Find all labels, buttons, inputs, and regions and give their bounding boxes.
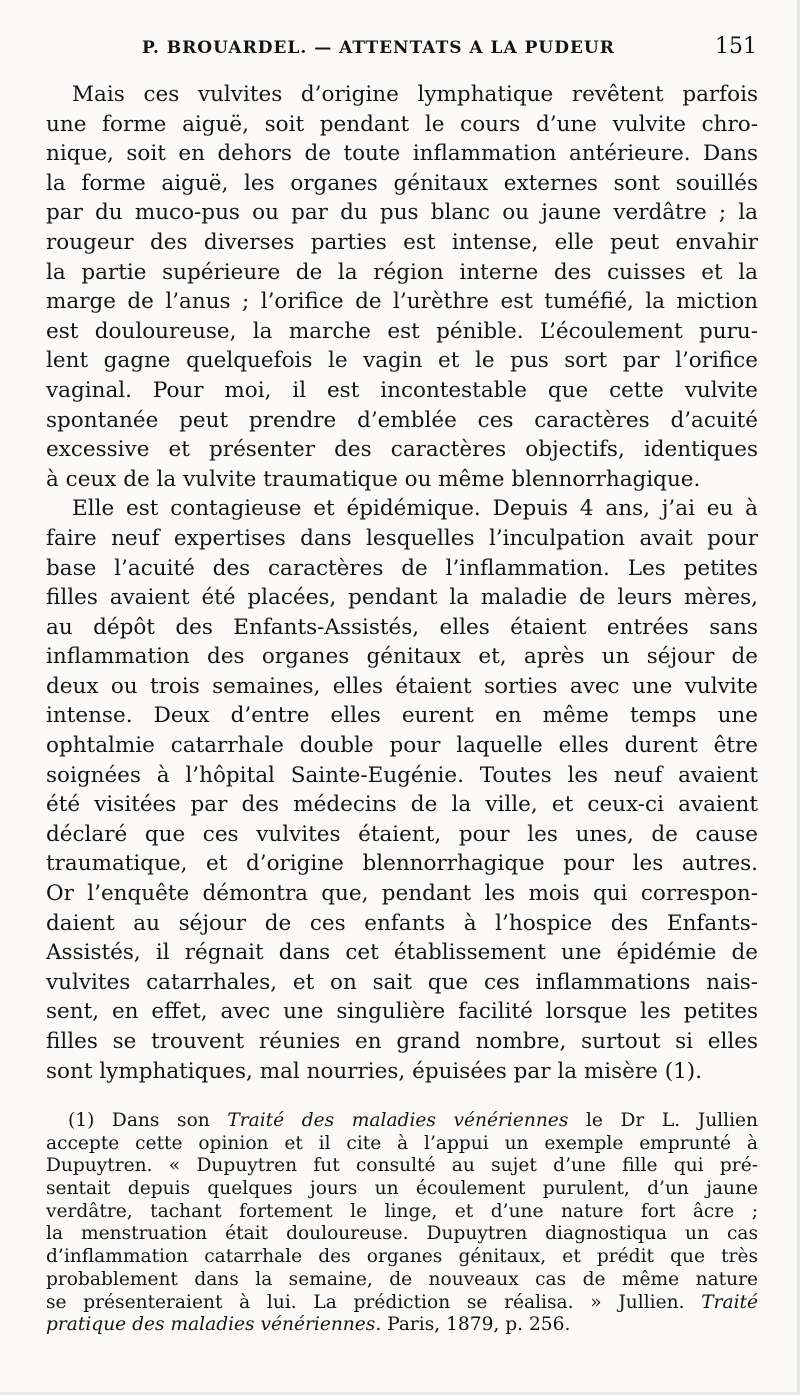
text-line: la partie supérieure de la région interne des cuisses et la	[46, 259, 758, 285]
text-line: sont lymphatiques, mal nourries, épuisées par la misère (1).	[46, 1058, 703, 1084]
text-line: marge de l’anus ; l’orifice de l’urèthre est tuméfié, la miction	[46, 289, 758, 315]
footnote	[46, 1110, 758, 1337]
footnote-line	[46, 1292, 758, 1315]
text-line: inflammation des organes génitaux et, après un séjour de	[46, 644, 758, 670]
footnote-book-title: Traité	[701, 1291, 758, 1313]
text-line: sent, en effet, avec une singulière facilité lorsque les petites	[46, 999, 758, 1025]
text-line: traumatique, et d’origine blennorrhagique pour les autres.	[46, 851, 758, 877]
footnote-text: le Dr L. Jullien	[568, 1110, 758, 1131]
footnote-line: Dupuytren. « Dupuytren fut consulté au sujet d’une fille qui pré-	[46, 1155, 758, 1177]
footnote-line: verdâtre, tachant fortement le linge, et d’une nature fort âcre ;	[46, 1200, 758, 1222]
text-line: vulvites catarrhales, et on sait que ces inflammations nais-	[46, 969, 758, 995]
footnote-line: d’inflammation catarrhale des organes génitaux, et prédit que très	[46, 1246, 758, 1268]
text-line: base l’acuité des caractères de l’inflammation. Les petites	[46, 555, 758, 581]
footnote-line	[46, 1110, 758, 1133]
text-line: est douloureuse, la marche est pénible. L’écoulement puru-	[46, 318, 758, 344]
text-line: à ceux de la vulvite traumatique ou même blennorrhagique.	[46, 466, 701, 492]
text-line: Or l’enquête démontra que, pendant les mois qui correspon-	[46, 881, 758, 907]
main-text	[46, 80, 758, 1086]
text-line: filles se trouvent réunies en grand nombre, surtout si elles	[46, 1029, 758, 1054]
page-number: 151	[715, 34, 757, 59]
text-line: au dépôt des Enfants-Assistés, elles étaient entrées sans	[46, 614, 758, 640]
text-line: rougeur des diverses parties est intense, elle peut envahir	[46, 229, 758, 255]
text-line: daient au séjour de ces enfants à l’hospice des Enfants-	[46, 910, 758, 936]
text-line: faire neuf expertises dans lesquelles l’inculpation avait pour	[46, 525, 758, 551]
footnote-line: la menstruation était douloureuse. Dupuytren diagnostiqua un cas	[46, 1223, 758, 1245]
text-line: la forme aiguë, les organes génitaux externes sont souillés	[46, 170, 758, 196]
text-line: par du muco-pus ou par du pus blanc ou jaune verdâtre ; la	[46, 200, 758, 226]
text-line: Mais ces vulvites d’origine lymphatique revêtent parfois	[72, 82, 758, 107]
text-line: Assistés, il régnait dans cet établissement une épidémie de	[46, 940, 758, 966]
text-line: filles avaient été placées, pendant la maladie de leurs mères,	[46, 585, 758, 611]
text-line: nique, soit en dehors de toute inflammation antérieure. Dans	[46, 141, 758, 167]
text-line: été visitées par des médecins de la ville, et ceux-ci avaient	[46, 792, 758, 818]
text-line: intense. Deux d’entre elles eurent en même temps une	[46, 703, 758, 729]
text-line: une forme aiguë, soit pendant le cours d’une vulvite chro-	[46, 111, 758, 137]
text-line: deux ou trois semaines, elles étaient sorties avec une vulvite	[46, 673, 758, 699]
text-line: Elle est contagieuse et épidémique. Depuis 4 ans, j’ai eu à	[72, 496, 758, 522]
text-line: lent gagne quelquefois le vagin et le pus sort par l’orifice	[46, 348, 758, 374]
footnote-book-title: pratique des maladies vénériennes	[46, 1314, 376, 1336]
footnote-line: sentait depuis quelques jours un écoulement purulent, d’un jaune	[46, 1178, 758, 1200]
text-line: spontanée peut prendre d’emblée ces caractères d’acuité	[46, 407, 758, 433]
footnote-text: se présenteraient à lui. La prédiction se réalisa. » Jullien.	[46, 1291, 702, 1313]
text-line: excessive et présenter des caractères objectifs, identiques	[46, 437, 758, 463]
footnote-line	[46, 1314, 758, 1337]
text-line: ophtalmie catarrhale double pour laquelle elles durent être	[46, 733, 758, 759]
footnote-text: . Paris, 1879, p. 256.	[375, 1314, 571, 1336]
footnote-line: accepte cette opinion et il cite à l’appui un exemple emprunté à	[46, 1132, 758, 1154]
text-line: déclaré que ces vulvites étaient, pour les unes, de cause	[46, 821, 758, 847]
page-header	[142, 34, 757, 66]
running-head: P. BROUARDEL. — ATTENTATS A LA PUDEUR	[142, 38, 615, 58]
text-line: vaginal. Pour moi, il est incontestable que cette vulvite	[46, 377, 758, 403]
footnote-book-title: Traité des maladies vénériennes	[227, 1110, 569, 1131]
footnote-text: (1) Dans son	[68, 1110, 228, 1131]
text-line: soignées à l’hôpital Sainte-Eugénie. Toutes les neuf avaient	[46, 762, 758, 788]
footnote-line: probablement dans la semaine, de nouveaux cas de même nature	[46, 1268, 758, 1290]
